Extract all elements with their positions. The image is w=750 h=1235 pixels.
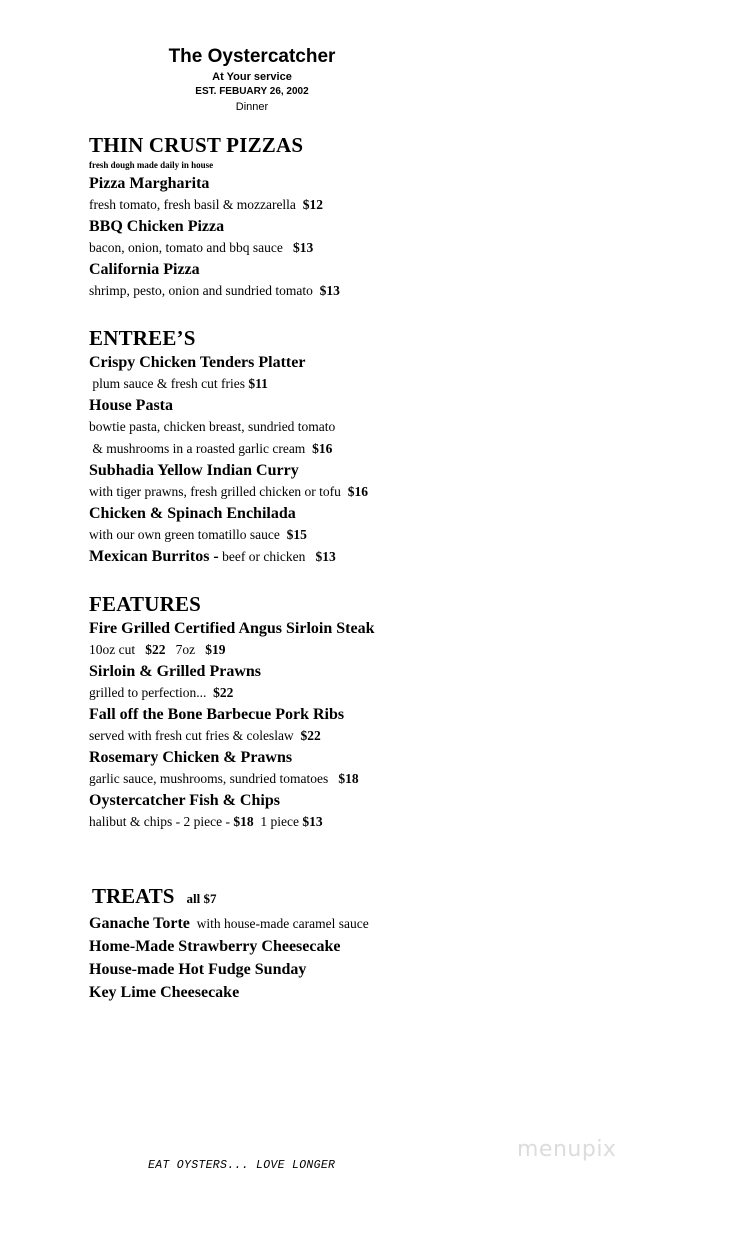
desc-text: with our own green tomatillo sauce <box>89 527 287 542</box>
menu-item-desc <box>89 811 689 833</box>
menu-item-desc <box>89 524 689 546</box>
menu-item-desc <box>89 438 689 460</box>
pizza-section <box>89 131 689 302</box>
desc-text: grilled to perfection... <box>89 685 214 700</box>
menu-item-name: California Pizza <box>89 261 200 278</box>
desc-text: garlic sauce, mushrooms, sundried tomatoes <box>89 771 339 786</box>
desc-text: 1 piece <box>253 814 303 829</box>
desc-text: halibut & chips - 2 piece - <box>89 814 234 829</box>
meal-label: Dinner <box>235 101 269 113</box>
menu-body <box>89 131 689 1004</box>
menu-item-desc <box>89 194 689 216</box>
treats-section <box>89 882 689 1004</box>
desc-text: with tiger prawns, fresh grilled chicken or tofu <box>89 484 348 499</box>
menu-item-name: Home-Made Strawberry Cheesecake <box>89 938 341 955</box>
desc-text: 7oz <box>165 642 206 657</box>
established-date: EST. FEBUARY 26, 2002 <box>195 86 309 97</box>
price: $12 <box>302 197 323 212</box>
treats-heading: TREATS <box>92 884 175 908</box>
price: $16 <box>347 484 368 499</box>
menu-item-name: BBQ Chicken Pizza <box>89 218 225 235</box>
menu-item-name: Oystercatcher Fish & Chips <box>89 792 280 809</box>
price: $16 <box>312 441 333 456</box>
menu-item-desc <box>89 280 689 302</box>
menu-item-name: Fall off the Bone Barbecue Pork Ribs <box>89 706 345 723</box>
menu-item-inline <box>89 913 689 935</box>
watermark-logo: menupix <box>517 1137 617 1162</box>
entrees-heading: ENTREE’S <box>89 326 196 350</box>
menu-item-desc <box>89 725 689 747</box>
features-section <box>89 590 689 833</box>
pizza-heading: THIN CRUST PIZZAS <box>89 133 304 157</box>
menu-item-desc <box>89 639 689 661</box>
menu-item-name: Crispy Chicken Tenders Platter <box>89 354 306 371</box>
features-heading: FEATURES <box>89 592 202 616</box>
price: $11 <box>248 376 268 391</box>
menu-item-name: House-made Hot Fudge Sunday <box>89 961 307 978</box>
desc-text: fresh tomato, fresh basil & mozzarella <box>89 197 303 212</box>
price: $18 <box>338 771 359 786</box>
menu-item-name: House Pasta <box>89 397 173 414</box>
menu-item-desc: bowtie pasta, chicken breast, sundried tomato <box>89 419 336 434</box>
menu-item-inline <box>89 546 689 568</box>
menu-item-desc <box>89 682 689 704</box>
price: $18 <box>233 814 254 829</box>
entrees-section <box>89 324 689 568</box>
menu-item-name: Sirloin & Grilled Prawns <box>89 663 261 680</box>
treats-heading-row <box>92 882 689 913</box>
menu-item-name: Pizza Margharita <box>89 175 210 192</box>
price: $22 <box>300 728 321 743</box>
pizza-note: fresh dough made daily in house <box>89 160 214 170</box>
price: $13 <box>315 549 336 564</box>
price: $19 <box>205 642 226 657</box>
tagline: At Your service <box>212 71 292 83</box>
menu-item-desc <box>89 237 689 259</box>
desc-text: beef or chicken <box>218 549 316 564</box>
menu-item-desc <box>89 481 689 503</box>
desc-text: served with fresh cut fries & coleslaw <box>89 728 301 743</box>
price: $22 <box>213 685 234 700</box>
menu-item-desc <box>89 768 689 790</box>
menu-item-name: Ganache Torte <box>89 915 190 932</box>
menu-item-desc <box>89 373 689 395</box>
footer-slogan: EAT OYSTERS... LOVE LONGER <box>148 1159 336 1172</box>
price: $15 <box>286 527 307 542</box>
price: $13 <box>319 283 340 298</box>
menu-item-name: Subhadia Yellow Indian Curry <box>89 462 299 479</box>
desc-text: plum sauce & fresh cut fries <box>89 376 249 391</box>
menu-item-name: Key Lime Cheesecake <box>89 984 240 1001</box>
price: $13 <box>292 240 314 255</box>
price: $13 <box>302 814 323 829</box>
menu-item-name: Chicken & Spinach Enchilada <box>89 505 296 522</box>
desc-text: 10oz cut <box>89 642 146 657</box>
desc-text: shrimp, pesto, onion and sundried tomato <box>89 283 320 298</box>
menu-item-name: Fire Grilled Certified Angus Sirloin Steak <box>89 620 375 637</box>
menu-item-name: Mexican Burritos - <box>89 548 219 565</box>
desc-text: & mushrooms in a roasted garlic cream <box>89 441 313 456</box>
desc-text: with house-made caramel sauce <box>189 916 369 931</box>
price: $22 <box>145 642 166 657</box>
restaurant-name: The Oystercatcher <box>168 46 336 67</box>
treats-price-note: all $7 <box>186 891 217 906</box>
menu-item-name: Rosemary Chicken & Prawns <box>89 749 293 766</box>
desc-text: bacon, onion, tomato and bbq sauce <box>89 240 293 255</box>
